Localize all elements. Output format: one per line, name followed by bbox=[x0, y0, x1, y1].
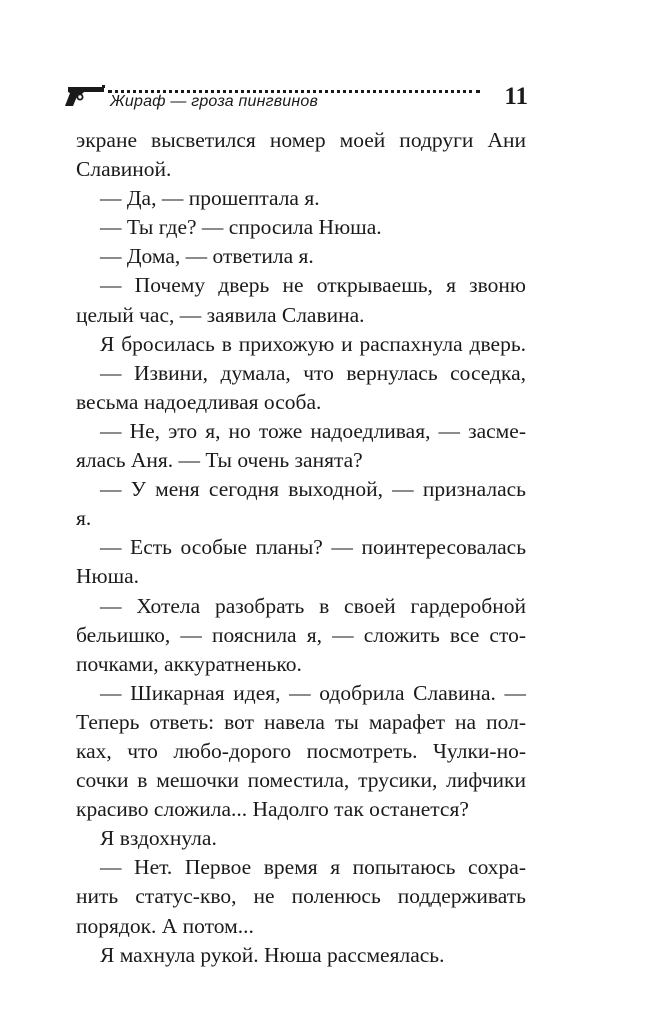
text-line: ках, что любо-дорого посмотреть. Чулки-но- bbox=[76, 738, 526, 763]
text-line: — Нет. Первое время я попытаюсь сохра- bbox=[100, 855, 526, 880]
text-line: экране высветился номер моей подруги Ани bbox=[76, 128, 526, 152]
text-line: — У меня сегодня выходной, — призналась bbox=[100, 477, 526, 502]
text-line: Нюша. bbox=[76, 564, 140, 589]
text-line: — Шикарная идея, — одобрила Славина. — bbox=[100, 680, 526, 705]
text-line: сочки в мешочки поместила, трусики, лифчики bbox=[76, 768, 526, 793]
text-line: — Извини, думала, что вернулась соседка, bbox=[100, 360, 526, 385]
text-line: — Почему дверь не открываешь, я звоню bbox=[100, 273, 526, 298]
body-text bbox=[76, 126, 526, 970]
text-line: — Ты где? — спросила Нюша. bbox=[100, 215, 382, 240]
text-line: Славиной. bbox=[76, 157, 172, 182]
text-line: Теперь ответь: вот навела ты марафет на пол- bbox=[76, 709, 526, 734]
text-line: бельишко, — пояснила я, — сложить все сто- bbox=[76, 622, 526, 647]
text-line: целый час, — заявила Славина. bbox=[76, 302, 365, 327]
text-line: почками, аккуратненько. bbox=[76, 651, 302, 676]
book-title: Жираф — гроза пингвинов bbox=[110, 93, 319, 110]
text-line: — Не, это я, но тоже надоедливая, — засме- bbox=[100, 418, 526, 443]
revolver-icon bbox=[64, 84, 106, 108]
text-line: — Хотела разобрать в своей гардеробной bbox=[100, 593, 526, 618]
text-line: красиво сложила... Надолго так останется? bbox=[76, 797, 469, 822]
text-line: Я махнула рукой. Нюша рассмеялась. bbox=[100, 942, 445, 967]
text-line: — Дома, — ответила я. bbox=[100, 244, 314, 269]
page-number: 11 bbox=[504, 83, 528, 110]
text-line: Я бросилась в прихожую и распахнула дверь. bbox=[100, 331, 526, 356]
running-header bbox=[64, 82, 534, 116]
text-line: порядок. А потом... bbox=[76, 913, 254, 938]
text-line: — Да, — прошептала я. bbox=[100, 186, 320, 211]
text-line: Я вздохнула. bbox=[100, 826, 217, 851]
text-line: нить статус-кво, не поленюсь поддерживать bbox=[76, 884, 526, 909]
text-line: я. bbox=[76, 506, 92, 531]
text-line: ялась Аня. — Ты очень занята? bbox=[76, 448, 363, 473]
text-line: весьма надоедливая особа. bbox=[76, 389, 322, 414]
text-line: — Есть особые планы? — поинтересовалась bbox=[100, 535, 526, 560]
